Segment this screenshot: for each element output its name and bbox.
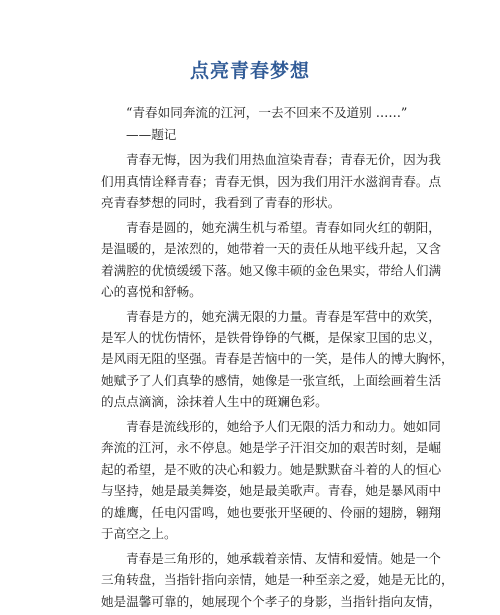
epigraph-quote: “青春如同奔流的江河，一去不回来不及道别 ……” — [126, 105, 408, 120]
epigraph-source: ——题记 — [126, 127, 177, 143]
paragraph — [101, 306, 454, 413]
article-body — [101, 102, 454, 615]
paragraph-line: 心的喜悦和舒畅。 — [101, 283, 202, 299]
paragraph-line: 是军人的忧伤情怀，是铁骨铮铮的气概，是保家卫国的忠义， — [101, 330, 442, 346]
paragraph — [101, 416, 442, 544]
paragraph-line: 她是温馨可靠的，她展现个个孝子的身影，当指针指向友情， — [101, 593, 442, 609]
paragraph-line: 着满腔的优愤缓缓下落。她又像丰硕的金色果实，带给人们满 — [101, 262, 442, 278]
paragraph-line: 的雄鹰，任电闪雷鸣，她也要张开坚硬的、伶丽的翅膀，翱翔 — [101, 504, 442, 520]
paragraph-line: 的点点滴滴，涂抹着人生中的斑斓色彩。 — [101, 394, 328, 410]
paragraph-line: 起的希望，是不败的决心和毅力。她是默默奋斗着的人的恒心 — [101, 461, 442, 477]
paragraph-line: 三角转盘，当指针指向亲情，她是一种至亲之爱，她是无比的， — [101, 572, 454, 588]
paragraph-line: 是风雨无阻的坚强。青春是苦恼中的一笑，是伟人的博大胸怀， — [101, 351, 454, 367]
paragraph — [101, 149, 442, 213]
paragraph-line: 们用真情诠释青春；青春无惧，因为我们用汗水滋润青春。点 — [101, 173, 442, 189]
paragraph-line: 是温暖的，是浓烈的，她带着一天的责任从地平线升起，又含 — [101, 241, 442, 257]
paragraph-line: 奔流的江河，永不停息。她是学子汗泪交加的艰苦时刻，是崛 — [101, 440, 442, 456]
paragraph-list — [101, 149, 454, 612]
paragraph-line: 与坚持，她是最美舞姿，她是最美歌声。青春，她是暴风雨中 — [101, 483, 442, 499]
paragraph-line: 青春是方的，她充满无限的力量。青春是军营中的欢笑， — [126, 308, 441, 324]
paragraph-line: 青春是流线形的，她给予人们无限的活力和动力。她如同 — [126, 419, 441, 435]
paragraph-line: 于高空之上。 — [101, 525, 177, 541]
paragraph-line: 青春是圆的，她充满生机与希望。青春如同火红的朝阳， — [126, 219, 441, 235]
paragraph-line: 青春是三角形的，她承载着亲情、友情和爱情。她是一个 — [126, 550, 441, 566]
paragraph-line: 亮青春梦想的同时，我看到了青春的形状。 — [101, 194, 341, 210]
paragraph — [101, 548, 454, 612]
paragraph-line: 青春无悔，因为我们用热血渲染青春；青春无价，因为我 — [126, 152, 441, 168]
page-title: 点亮青春梦想 — [189, 60, 310, 82]
paragraph-line: 她赋予了人们真挚的感情，她像是一张宣纸，上面绘画着生活 — [101, 372, 442, 388]
paragraph — [101, 217, 442, 303]
